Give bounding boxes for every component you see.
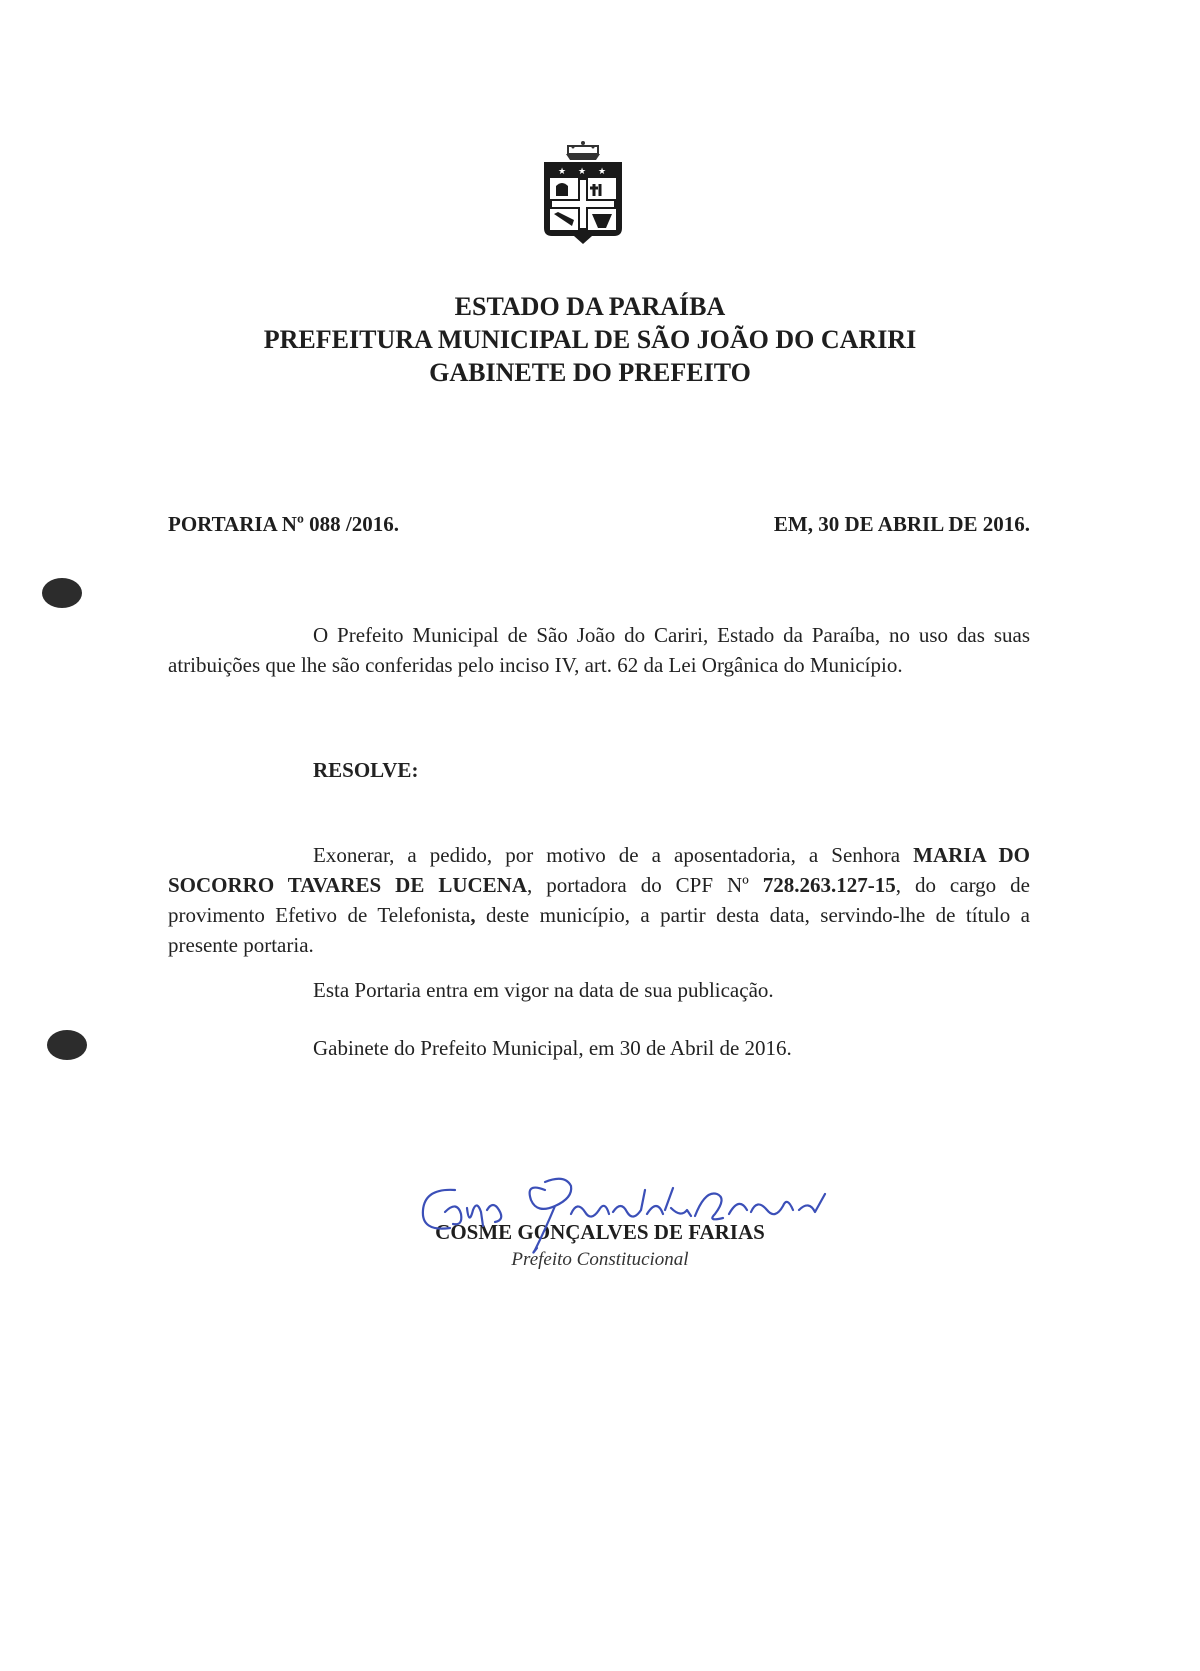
- header-prefeitura: PREFEITURA MUNICIPAL DE SÃO JOÃO DO CARIRI: [263, 325, 917, 354]
- exoneration-text-d: deste município, a partir desta data, servindo-lhe de título a presente portaria.: [168, 903, 1031, 957]
- punch-hole: [47, 1030, 87, 1060]
- gabinete-paragraph: Gabinete do Prefeito Municipal, em 30 de Abril de 2016.: [313, 1036, 792, 1060]
- exoneration-text-c: , do cargo de provimento Efetivo de Telefonista: [168, 873, 1030, 927]
- signatory-title: Prefeito Constitucional: [511, 1249, 689, 1270]
- signatory-name: COSME GONÇALVES DE FARIAS: [435, 1220, 765, 1244]
- handwritten-signature: [395, 1170, 875, 1260]
- vigor-paragraph: Esta Portaria entra em vigor na data de sua publicação.: [313, 978, 774, 1002]
- resolve-heading: RESOLVE:: [313, 758, 419, 782]
- exoneration-text-a: Exonerar, a pedido, por motivo de a aposentadoria, a Senhora: [313, 843, 914, 867]
- person-name: MARIA DO SOCORRO TAVARES DE LUCENA: [168, 843, 1030, 897]
- exoneration-paragraph: [168, 840, 1030, 960]
- svg-text:★: ★: [558, 167, 567, 177]
- portaria-number: PORTARIA Nº 088 /2016.: [168, 512, 399, 536]
- exoneration-text-b: , portadora do CPF Nº: [527, 873, 763, 897]
- coat-of-arms-icon: [538, 138, 628, 250]
- svg-text:★: ★: [578, 167, 587, 177]
- header-state: ESTADO DA PARAÍBA: [454, 292, 726, 321]
- document-header: [200, 290, 980, 389]
- portaria-date: EM, 30 DE ABRIL DE 2016.: [773, 512, 1030, 536]
- bold-comma: ,: [470, 903, 476, 927]
- svg-text:★: ★: [598, 167, 607, 177]
- header-gabinete: GABINETE DO PREFEITO: [429, 358, 751, 387]
- intro-paragraph: O Prefeito Municipal de São João do Cariri, Estado da Paraíba, no uso das suas atribuições que lhe são conferidas pelo inciso IV, art. 62 da Lei Orgânica do Município.: [168, 623, 1030, 677]
- punch-hole: [42, 578, 82, 608]
- cpf-number: 728.263.127-15: [762, 873, 896, 897]
